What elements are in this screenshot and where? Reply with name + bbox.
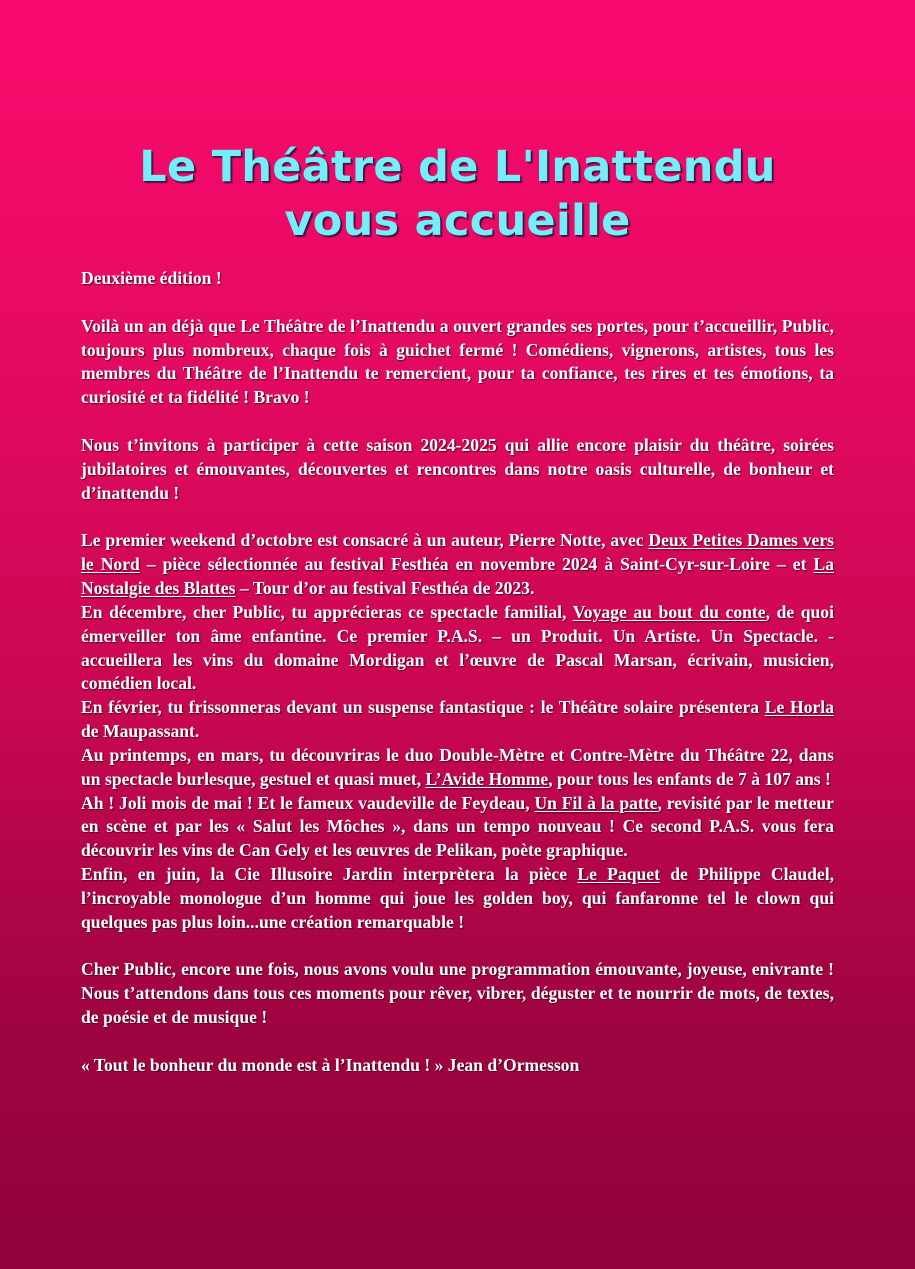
letter-body	[81, 267, 834, 1078]
june-paragraph	[81, 863, 834, 935]
may-paragraph	[81, 792, 834, 864]
title-line-2: vous accueille	[284, 196, 631, 246]
october-text-3: – Tour d’or au festival Festhéa de 2023.	[235, 577, 535, 598]
june-text-2: de Philippe Claudel, l’incroyable monologue d’un homme qui joue les golden boy, qui fanfaronne tel le clown qui quelques pas plus loin...une création remarquable !	[81, 864, 834, 932]
february-text-1: En février, tu frissonneras devant un suspense fantastique : le Théâtre solaire présentera	[81, 697, 765, 718]
december-paragraph	[81, 601, 834, 696]
october-text-2: – pièce sélectionnée au festival Festhéa en novembre 2024 à Saint-Cyr-sur-Loire – et	[139, 554, 814, 575]
show-title-avide-homme: L’Avide Homme	[425, 768, 549, 789]
show-title-un-fil-a-la-patte: Un Fil à la patte	[534, 792, 658, 813]
may-text-2: , revisité par le metteur en scène et par les « Salut les Môches », dans un tempo nouveau ! Ce second P.A.S. vous fera découvrir les vins de Can Gely et les œuvres de Pelikan, poète graphique.	[81, 792, 834, 861]
show-title-le-horla: Le Horla	[764, 697, 834, 718]
february-text-2: de Maupassant.	[81, 721, 200, 742]
show-title-nostalgie-des-blattes: La Nostalgie des Blattes	[81, 554, 835, 598]
march-paragraph	[81, 744, 834, 792]
intro-paragraph: Voilà un an déjà que Le Théâtre de l’Inattendu a ouvert grandes ses portes, pour t’accueillir, Public, toujours plus nombreux, chaque fois à guichet fermé ! Comédiens, vignerons, artistes, tous les membres du Théâtre de l’Inattendu te remercient, pour ta confiance, tes rires et tes émotions, ta curiosité et ta fidélité ! Bravo !	[81, 315, 834, 408]
march-text-1: Au printemps, en mars, tu découvriras le duo Double-Mètre et Contre-Mètre du Théâtre 22, dans un spectacle burlesque, gestuel et quasi muet,	[81, 744, 834, 789]
show-title-le-paquet: Le Paquet	[577, 864, 660, 885]
closing-paragraph: Cher Public, encore une fois, nous avons voulu une programmation émouvante, joyeuse, enivrante ! Nous t’attendons dans tous ces moments pour rêver, vibrer, déguster et te nourrir de mots, de textes, de poésie et de musique !	[81, 959, 834, 1028]
title-line-1: Le Théâtre de L'Inattendu	[139, 142, 776, 192]
show-title-voyage-au-bout-du-conte: Voyage au bout du conte	[572, 601, 766, 622]
october-paragraph	[81, 529, 834, 601]
edition-line: Deuxième édition !	[81, 268, 222, 288]
october-text-1: Le premier weekend d’octobre est consacré à un auteur, Pierre Notte, avec	[81, 530, 649, 551]
quote-line: « Tout le bonheur du monde est à l’Inattendu ! » Jean d’Ormesson	[81, 1054, 580, 1075]
page-title	[0, 140, 915, 248]
may-text-1: Ah ! Joli mois de mai ! Et le fameux vaudeville de Feydeau,	[81, 792, 535, 813]
march-text-2: , pour tous les enfants de 7 à 107 ans !	[548, 768, 831, 789]
december-text-1: En décembre, cher Public, tu apprécieras ce spectacle familial,	[81, 601, 573, 622]
february-paragraph	[81, 696, 834, 744]
show-title-deux-petites-dames: Deux Petites Dames vers le Nord	[81, 530, 834, 575]
invitation-paragraph: Nous t’invitons à participer à cette saison 2024-2025 qui allie encore plaisir du théâtre, soirées jubilatoires et émouvantes, découvertes et rencontres dans notre oasis culturelle, de bonheur et d’inattendu !	[81, 434, 834, 503]
december-text-2: , de quoi émerveiller ton âme enfantine. Ce premier P.A.S. – un Produit. Un Artiste. Un Spectacle. - accueillera les vins du domaine Mordigan et l’œuvre de Pascal Marsan, écrivain, musicien, comédien local.	[81, 601, 834, 694]
june-text-1: Enfin, en juin, la Cie Illusoire Jardin interprètera la pièce	[81, 864, 578, 885]
